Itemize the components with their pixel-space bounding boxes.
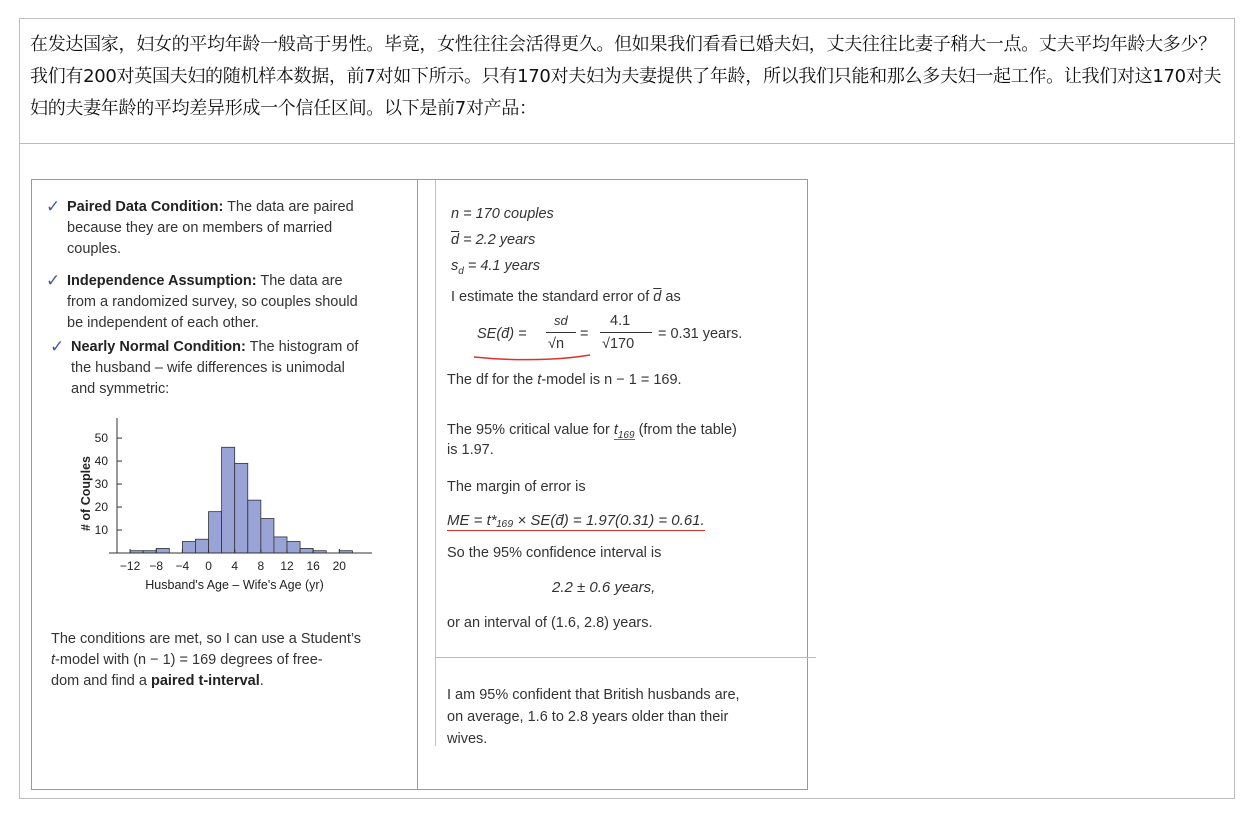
final-conclusion-3: wives. — [447, 731, 488, 747]
ci-value: 2.2 ± 0.6 years, — [552, 579, 656, 596]
content-table — [19, 18, 1235, 799]
histogram-bar — [156, 548, 169, 553]
histogram-bar — [274, 537, 287, 553]
histogram-bar — [209, 512, 222, 553]
critical-value-result: is 1.97. — [447, 442, 494, 458]
histogram-bar — [287, 542, 300, 553]
fraction-bar — [600, 332, 652, 333]
check-icon: ✓ — [46, 271, 61, 291]
section-divider — [436, 657, 816, 658]
se-den1: √n — [548, 336, 565, 352]
se-num2: 4.1 — [610, 313, 631, 329]
worked-example-figure — [31, 179, 808, 790]
histogram-chart — [52, 412, 382, 612]
x-tick-label: −8 — [149, 559, 164, 573]
y-axis-label: # of Couples — [79, 455, 93, 532]
dbar-line: $\overline{d} = 2.2$ years — [451, 232, 536, 248]
y-tick-label: 10 — [94, 523, 108, 538]
histogram-bar — [248, 500, 261, 553]
n-line: n = 170 couples — [451, 206, 554, 222]
conditions-conclusion: The conditions are met, so I can use a Student’s t-model with (n − 1) = 169 degrees of free- dom and find a paired t-interval. — [51, 631, 362, 689]
moe-intro: The margin of error is — [447, 479, 586, 495]
x-tick-label: 16 — [306, 559, 320, 573]
x-tick-label: 0 — [205, 559, 212, 573]
x-tick-label: −4 — [175, 559, 190, 573]
condition-nearly-normal: Nearly Normal Condition: The histogram of the husband – wife differences is unimodal and symmetric: — [71, 339, 359, 397]
histogram-bar — [182, 542, 195, 553]
condition-paired: Paired Data Condition: The data are paired because they are on members of married couples. — [67, 199, 354, 257]
se-num1: sd — [554, 313, 568, 328]
condition-independence: Independence Assumption: The data are from a randomized survey, so couples should be independent of each other. — [67, 273, 358, 331]
y-tick-label: 30 — [94, 477, 108, 492]
moe-equation: ME = t*₁₆₉ × SE(d̄) = 1.97(0.31) = 0.61. — [447, 512, 705, 529]
x-tick-label: −12 — [119, 559, 141, 573]
check-icon: ✓ — [46, 197, 61, 217]
x-tick-label: 4 — [231, 559, 239, 573]
equals: = — [580, 326, 589, 342]
column-divider — [417, 180, 418, 789]
ci-intro: So the 95% confidence interval is — [447, 545, 662, 561]
y-tick-label: 20 — [94, 500, 108, 515]
histogram-bar — [300, 548, 313, 553]
intro-paragraph: 在发达国家，妇女的平均年龄一般高于男性。毕竟，女性往往会活得更久。但如果我们看看已婚夫妇，丈夫往往比妻子稍大一点。丈夫平均年龄大多少？我们有200对英国夫妇的随机样本数据，前7对如下所示。只有170对夫妇为夫妻提供了年龄，所以我们只能和那么多夫妇一起工作。让我们对这170对夫妇的夫妻年龄的平均差异形成一个信任区间。以下是前7对产品： — [20, 19, 1234, 144]
se-lhs: SE(d̄) = — [477, 326, 527, 342]
fraction-bar — [546, 332, 576, 333]
interval-line: or an interval of (1.6, 2.8) years. — [447, 615, 653, 631]
red-underline — [472, 352, 592, 366]
histogram-bar — [235, 463, 248, 553]
final-conclusion-2: on average, 1.6 to 2.8 years older than their — [447, 709, 729, 725]
y-tick-label: 50 — [94, 431, 108, 446]
df-line: The df for the t-model is n − 1 = 169. — [447, 372, 682, 388]
x-tick-label: 20 — [332, 559, 346, 573]
histogram-bar — [222, 447, 235, 553]
x-tick-label: 8 — [257, 559, 265, 573]
final-conclusion-1: I am 95% confident that British husbands are, — [447, 687, 740, 703]
x-axis-label: Husband's Age – Wife's Age (yr) — [145, 578, 324, 592]
x-tick-label: 12 — [280, 559, 294, 573]
critical-value-line: The 95% critical value for $t_{169}$ (from the table) — [447, 422, 737, 441]
check-icon: ✓ — [50, 337, 65, 357]
sd-line: $s_d = 4.1$ years — [451, 258, 540, 277]
histogram-bar — [195, 539, 208, 553]
se-intro: I estimate the standard error of $\overline{d}$ as — [451, 289, 681, 305]
y-tick-label: 40 — [94, 454, 108, 469]
histogram-bar — [261, 519, 274, 553]
se-result: = 0.31 years. — [658, 326, 743, 342]
se-den2: √170 — [602, 336, 635, 352]
calc-left-border — [435, 180, 436, 746]
